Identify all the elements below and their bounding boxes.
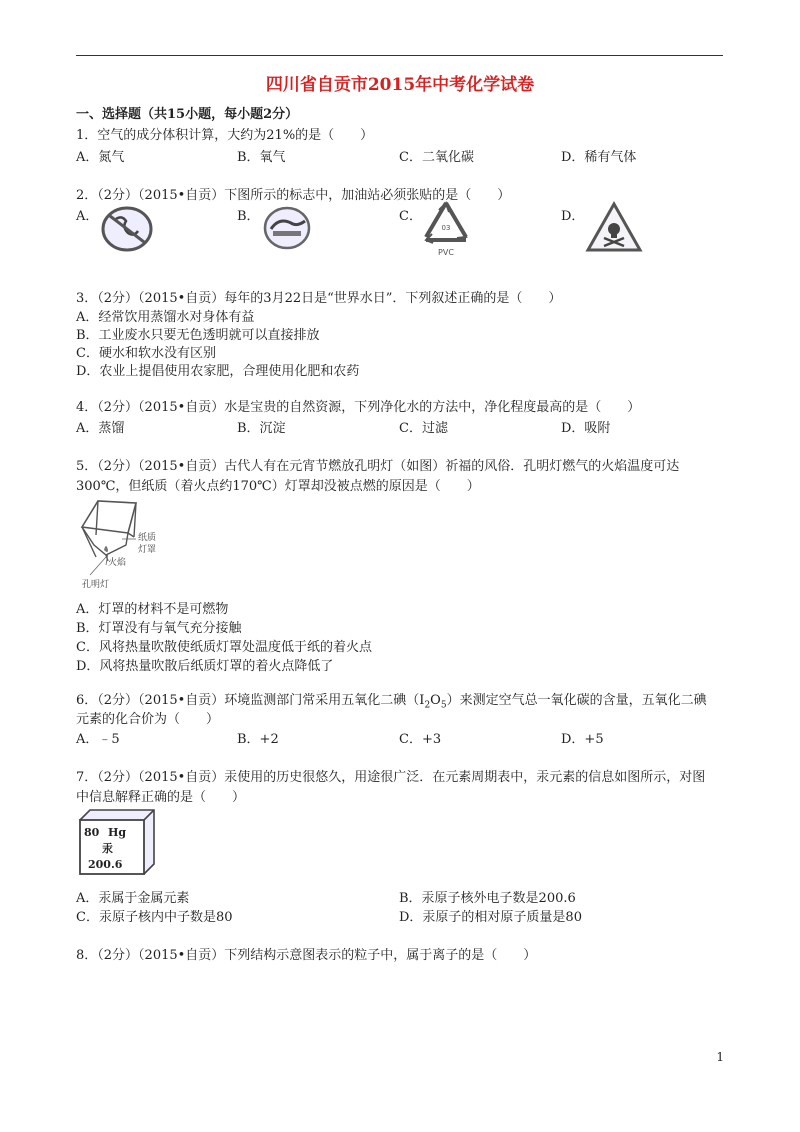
q3-option-d: D．农业上提倡使用农家肥，合理使用化肥和农药 [76, 364, 360, 379]
q3-stem: 3．（2分）（2015•自贡）每年的3月22日是“世界水日”．下列叙述正确的是（ ） [76, 291, 562, 306]
q6-stem-part1: 6．（2分）（2015•自贡）环境监测部门常采用五氧化二碘（I [76, 693, 425, 708]
mercury-element-card [76, 806, 158, 878]
q2-option-a: A． [76, 209, 99, 224]
q1-option-c: C．二氧化碳 [399, 150, 474, 165]
recycle-sign-icon [420, 200, 472, 258]
q1-option-a: A．氮气 [76, 150, 125, 165]
q6-sub2: 5 [440, 700, 447, 711]
page-number: 1 [716, 1050, 724, 1064]
q7-option-b: B．汞原子核外电子数是200.6 [399, 891, 576, 906]
q7-stem-line1: 7．（2分）（2015•自贡）汞使用的历史很悠久，用途很广泛．在元素周期表中，汞元素的信息如图所示，对图 [76, 770, 706, 785]
q5-stem-line2: 300℃，但纸质（着火点约170℃）灯罩却没被点燃的原因是（ ） [76, 479, 480, 494]
q1-option-d: D．稀有气体 [561, 150, 637, 165]
q3-option-c: C．硬水和软水没有区别 [76, 346, 216, 361]
no-phone-sign-icon [100, 205, 154, 253]
page-title: 四川省自贡市2015年中考化学试卷 [265, 75, 535, 95]
fig-label-flame: 火焰 [108, 558, 127, 568]
q5-option-c: C．风将热量吹散使纸质灯罩处温度低于纸的着火点 [76, 640, 372, 655]
q6-stem-part2: ）来测定空气总一氧化碳的含量，五氧化二碘 [446, 693, 707, 708]
q3-option-b: B．工业废水只要无色透明就可以直接排放 [76, 328, 320, 343]
q5-option-b: B．灯罩没有与氧气充分接触 [76, 621, 242, 636]
q6-stem-line2: 元素的化合价为（ ） [76, 712, 220, 727]
q5-option-a: A．灯罩的材料不是可燃物 [76, 602, 229, 617]
q4-option-b: B．沉淀 [237, 421, 286, 436]
q1-stem: 1．空气的成分体积计算，大约为21%的是（ ） [76, 128, 374, 143]
q2-stem: 2．（2分）（2015•自贡）下图所示的标志中，加油站必须张贴的是（ ） [76, 188, 511, 203]
q6-option-d: D．+5 [561, 732, 604, 747]
header-rule [76, 55, 723, 56]
toxic-sign-icon [584, 200, 644, 254]
fig-label-shade: 灯罩 [138, 545, 157, 555]
element-number: 80 [84, 826, 100, 839]
element-mass: 200.6 [88, 858, 123, 871]
q4-stem: 4．（2分）（2015•自贡）水是宝贵的自然资源，下列净化水的方法中，净化程度最高的是（ ） [76, 400, 641, 415]
q6-sub1: 2 [424, 700, 431, 711]
q4-option-d: D．吸附 [561, 421, 611, 436]
q6-option-c: C．+3 [399, 732, 442, 747]
q4-option-c: C．过滤 [399, 421, 448, 436]
q2-option-c: C． [399, 209, 422, 224]
q5-stem-line1: 5．（2分）（2015•自贡）古代人有在元宵节燃放孔明灯（如图）祈福的风俗．孔明灯燃气的火焰温度可达 [76, 459, 680, 474]
q1-option-b: B．氧气 [237, 150, 286, 165]
q8-stem: 8．（2分）（2015•自贡）下列结构示意图表示的粒子中，属于离子的是（ ） [76, 948, 537, 963]
q6-option-b: B．+2 [237, 732, 279, 747]
recycle-code: 03 [441, 224, 451, 232]
q7-option-a: A．汞属于金属元素 [76, 891, 190, 906]
no-smoking-sign-icon [262, 205, 312, 251]
kongming-lantern-figure [76, 495, 176, 595]
q2-option-b: B． [237, 209, 260, 224]
fig-label-lantern: 孔明灯 [82, 580, 110, 590]
element-symbol: Hg [108, 826, 127, 839]
q7-option-c: C．汞原子核内中子数是80 [76, 910, 233, 925]
section-heading: 一、选择题（共15小题，每小题2分） [76, 107, 299, 122]
q4-option-a: A．蒸馏 [76, 421, 125, 436]
q2-option-d: D． [561, 209, 585, 224]
q5-option-d: D．风将热量吹散后纸质灯罩的着火点降低了 [76, 659, 334, 674]
fig-label-paper: 纸质 [138, 533, 157, 543]
q3-option-a: A．经常饮用蒸馏水对身体有益 [76, 310, 255, 325]
q7-stem-line2: 中信息解释正确的是（ ） [76, 790, 246, 805]
q7-option-d: D．汞原子的相对原子质量是80 [399, 910, 582, 925]
q6-oxygen: O [430, 693, 441, 708]
element-name: 汞 [102, 842, 113, 855]
q6-option-a: A．﹣5 [76, 732, 120, 747]
recycle-pvc: PVC [438, 248, 454, 257]
